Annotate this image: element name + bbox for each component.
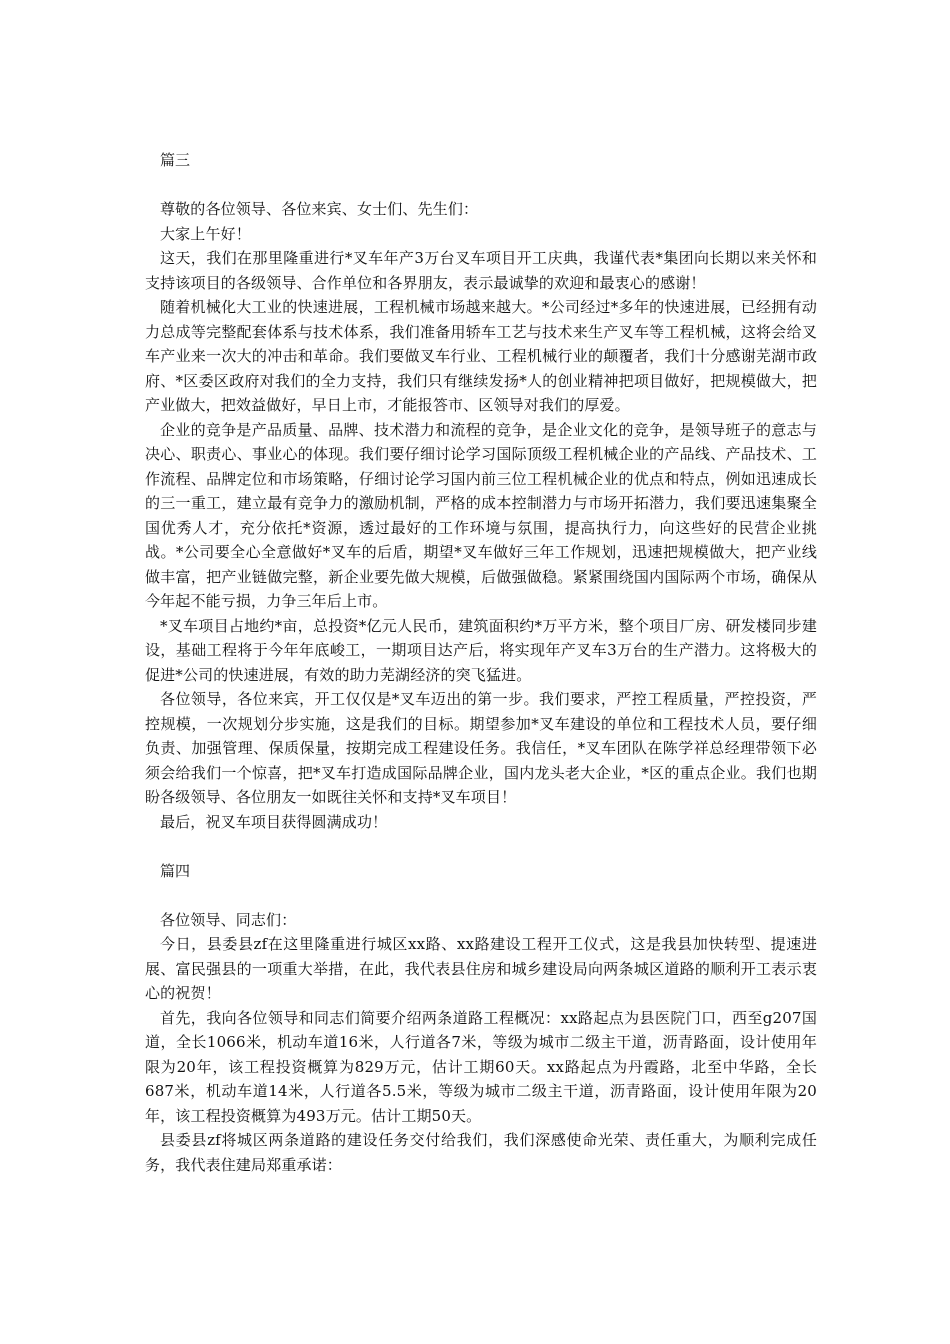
section-title: 篇三 xyxy=(160,151,191,169)
paragraph: 企业的竞争是产品质量、品牌、技术潜力和流程的竞争，是企业文化的竞争，是领导班子的意志与决心、职责心、事业心的体现。我们要仔细讨论学习国际顶级工程机械企业的产品线、产品技术、工作流程、品牌定位和市场策略，仔细讨论学习国内前三位工程机械企业的优点和特点，例如迅速成长的三一重工，建立最有竞争力的激励机制，严格的成本控制潜力与市场开拓潜力，我们要迅速集聚全国优秀人才，充分依托*资源，透过最好的工作环境与氛围，提高执行力，向这些好的民营企业挑战。*公司要全心全意做好*叉车的后盾，期望*叉车做好三年工作规划，迅速把规模做大，把产业线做丰富，把产业链做完整，新企业要先做大规模，后做强做稳。紧紧围绕国内国际两个市场，确保从今年起不能亏损，力争三年后上市。 xyxy=(145,420,817,610)
greeting: 大家上午好！ xyxy=(160,224,251,243)
closing-line: 最后，祝叉车项目获得圆满成功！ xyxy=(160,812,388,831)
paragraph: *叉车项目占地约*亩，总投资*亿元人民币，建筑面积约*万平方米，整个项目厂房、研发楼同步建设，基础工程将于今年年底峻工，一期项目达产后，将实现年产叉车3万台的生产潜力。这将极大的促进*公司的快速进展，有效的助力芜湖经济的突飞猛进。 xyxy=(145,616,817,684)
salutation: 各位领导、同志们： xyxy=(160,910,297,929)
spacer xyxy=(145,173,817,198)
spacer xyxy=(145,883,817,908)
spacer xyxy=(145,834,817,859)
paragraph: 首先，我向各位领导和同志们简要介绍两条道路工程概况：xx路起点为县医院门口，西至g207国道，全长1066米，机动车道16米，人行道各7米，等级为城市二级主干道，沥青路面，设计使用年限为20年，该工程投资概算为829万元，估计工期60天。xx路起点为丹霞路，北至中华路，全长687米，机动车道14米，人行道各5.5米，等级为城市二级主干道，沥青路面，设计使用年限为20年，该工程投资概算为493万元。估计工期50天。 xyxy=(145,1008,817,1125)
section-title: 篇四 xyxy=(160,861,191,880)
section-4 xyxy=(145,859,817,1178)
paragraph: 各位领导，各位来宾，开工仅仅是*叉车迈出的第一步。我们要求，严控工程质量，严控投资，严控规模，一次规划分步实施，这是我们的目标。期望参加*叉车建设的单位和工程技术人员，要仔细负责、加强管理、保质保量，按期完成工程建设任务。我信任，*叉车团队在陈学祥总经理带领下必须会给我们一个惊喜，把*叉车打造成国际品牌企业，国内龙头老大企业，*区的重点企业。我们也期盼各级领导、各位朋友一如既往关怀和支持*叉车项目！ xyxy=(145,690,817,806)
document-page xyxy=(145,148,817,1177)
paragraph: 这天，我们在那里隆重进行*叉车年产3万台叉车项目开工庆典，我谨代表*集团向长期以来关怀和支持该项目的各级领导、合作单位和各界朋友，表示最诚挚的欢迎和最衷心的感谢！ xyxy=(145,249,817,292)
paragraph: 县委县zf将城区两条道路的建设任务交付给我们，我们深感使命光荣、责任重大，为顺利完成任务，我代表住建局郑重承诺： xyxy=(145,1131,817,1174)
paragraph: 随着机械化大工业的快速进展，工程机械市场越来越大。*公司经过*多年的快速进展，已经拥有动力总成等完整配套体系与技术体系，我们准备用轿车工艺与技术来生产叉车等工程机械，这将会给叉车产业来一次大的冲击和革命。我们要做叉车行业、工程机械行业的颠覆者，我们十分感谢芜湖市政府、*区委区政府对我们的全力支持，我们只有继续发扬*人的创业精神把项目做好，把规模做大，把产业做大，把效益做好，早日上市，才能报答市、区领导对我们的厚爱。 xyxy=(145,298,817,414)
section-3 xyxy=(145,148,817,834)
salutation: 尊敬的各位领导、各位来宾、女士们、先生们： xyxy=(160,200,479,218)
paragraph: 今日，县委县zf在这里隆重进行城区xx路、xx路建设工程开工仪式，这是我县加快转型、提速进展、富民强县的一项重大举措，在此，我代表县住房和城乡建设局向两条城区道路的顺利开工表示衷心的祝贺！ xyxy=(145,935,817,1002)
